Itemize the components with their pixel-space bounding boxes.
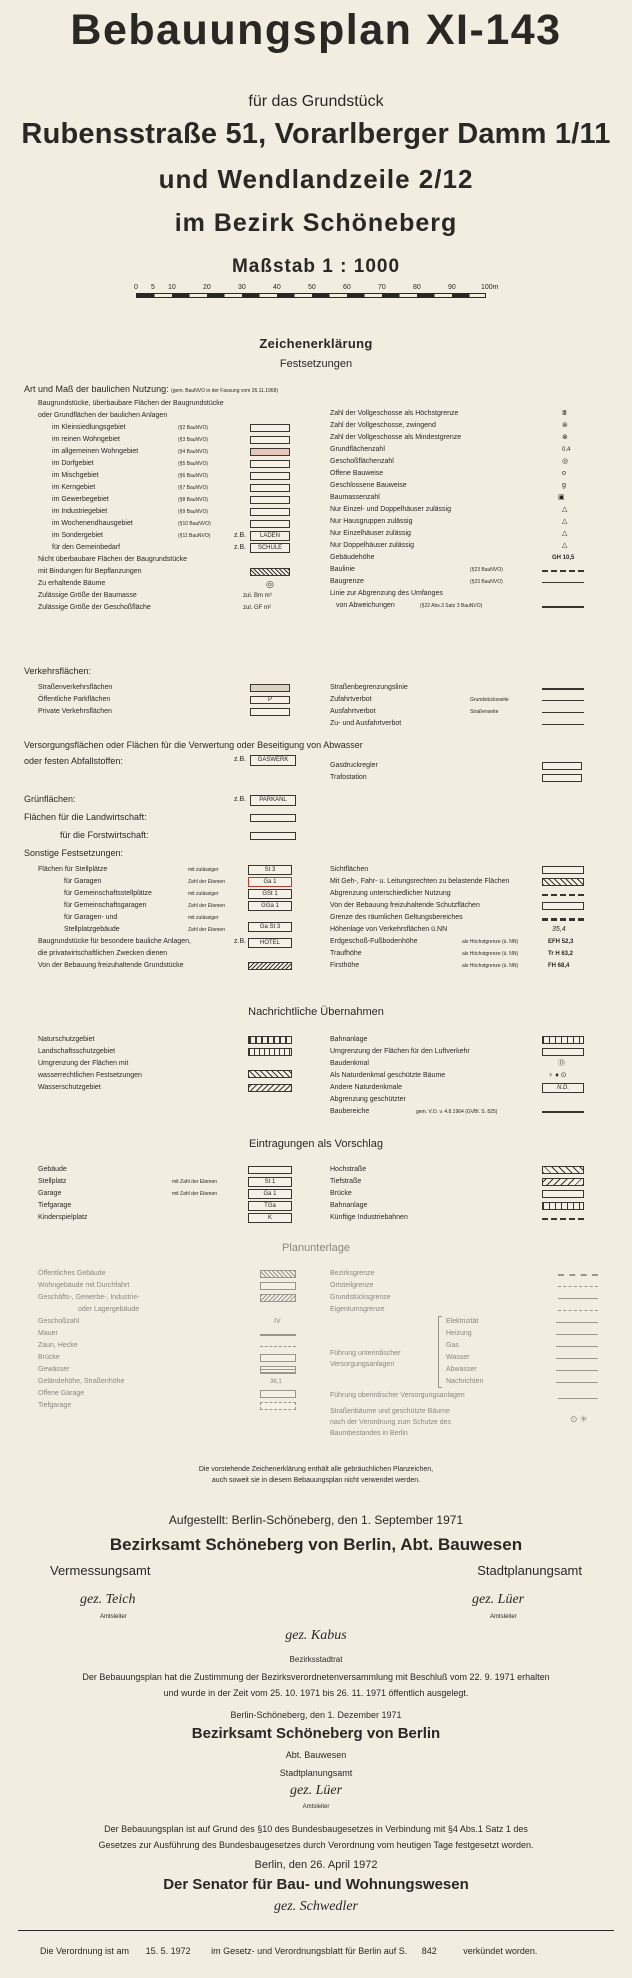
legend-row: im allgemeinen Wohngebiet (§4 BauNVO)	[38, 446, 298, 458]
legend-row: Bahnanlage	[330, 1200, 610, 1212]
address-line-1: Rubensstraße 51, Vorarlberger Damm 1/11	[21, 118, 611, 150]
legend-row: Geschäfts-, Gewerbe-, Industrie-	[38, 1292, 298, 1304]
festsetzung-line-1: Der Bebauungsplan ist auf Grund des §10 des Bundesbaugesetzes in Verbindung mit §4 Abs.1 Satz 1 des	[104, 1824, 528, 1834]
legend-row: im Kleinsiedlungsgebiet (§2 BauNVO)	[38, 422, 298, 434]
forst-title: für die Forstwirtschaft:	[60, 830, 149, 840]
bezirksstadtrat-label: Bezirksstadtrat	[289, 1655, 343, 1664]
footer-datum: 15. 5. 1972	[145, 1946, 191, 1956]
stadtplanungsamt-label-2: Stadtplanungsamt	[279, 1768, 353, 1778]
legend-row: Baugrundstücke, überbaubare Flächen der Baugrundstücke	[38, 400, 224, 407]
scale-tick: 90	[448, 284, 456, 291]
legend-row: Höhenlage von Verkehrsflächen ü.NN 35,4	[330, 926, 566, 933]
legend-row: Als Naturdenkmal geschützte Bäume ♀ ♦ ⊙	[330, 1072, 567, 1079]
verkehr-right	[330, 682, 610, 730]
nachricht-heading: Nachrichtliche Übernahmen	[248, 1006, 384, 1018]
gaswerk-symbol: GASWERK	[250, 755, 296, 766]
forst-symbol	[250, 832, 296, 840]
legend-row: im Kerngebiet (§7 BauNVO)	[38, 482, 298, 494]
legend-row: Baulinie (§23 BauNVO)	[330, 564, 610, 576]
sonstige-title: Sonstige Festsetzungen:	[24, 848, 124, 858]
art-mass-title: Art und Maß der baulichen Nutzung: (gem. BauNVO in der Fassung vom 26.11.1968)	[24, 384, 279, 394]
address-line-2: und Wendlandzeile 2/12	[158, 164, 474, 194]
legend-row: Stellplatzgebäude Zahl der Ebenen Ga St 3	[38, 924, 298, 936]
legend-row: Zu erhaltende Bäume ◎	[38, 579, 274, 589]
legend-row: Wasserschutzgebiet	[38, 1082, 298, 1094]
legend-row: für Gemeinschaftsstellplätze mit zulässiger GSt 1	[38, 888, 298, 900]
legend-row: für Gemeinschaftsgaragen Zahl der Ebenen GGa 1	[38, 900, 298, 912]
legend-row: Private Verkehrsflächen	[38, 706, 298, 718]
legend-row: für Garagen Zahl der Ebenen Ga 1	[38, 876, 298, 888]
sonstige-left	[38, 864, 298, 972]
legend-row: Offene Garage	[38, 1388, 298, 1400]
legend-row: Geländehöhe, Straßenhöhe 36,1	[38, 1378, 282, 1385]
legend-row: Hochstraße	[330, 1164, 610, 1176]
legend-row: Zulässige Größe der Geschoßfläche zul. GF m²	[38, 604, 271, 611]
legend-row: Öffentliches Gebäude	[38, 1268, 298, 1280]
signature-lueer-2: gez. Lüer	[289, 1783, 343, 1798]
signature-kabus: gez. Kabus	[285, 1628, 347, 1643]
legend-row: Erdgeschoß-Fußbodenhöhe als Höchstgrenze (ü. NN) EFH 52,3	[330, 938, 574, 945]
legend-row: Nur Hausgruppen zulässig △	[330, 518, 568, 525]
zb-label: z.B.	[234, 756, 247, 763]
legend-row: Zahl der Vollgeschosse als Mindestgrenze ⊗	[330, 434, 568, 441]
legend-row: Abgrenzung geschützter	[330, 1096, 406, 1103]
legend-row: Abgrenzung unterschiedlicher Nutzung	[330, 888, 610, 900]
legend-row: Zahl der Vollgeschosse als Höchstgrenze Ⅲ	[330, 410, 567, 417]
legend-row: Bahnanlage	[330, 1034, 610, 1046]
legend-row: Kinderspielplatz K	[38, 1212, 298, 1224]
legend-row: die privatwirtschaftlichen Zwecken dienen	[38, 950, 168, 957]
legend-row: Gas	[446, 1340, 616, 1352]
legend-row: Offene Bauweise o	[330, 470, 566, 477]
legend-row: Straßenbegrenzungslinie	[330, 682, 610, 694]
versorgung-title: Versorgungsflächen oder Flächen für die Verwertung oder Beseitigung von Abwasser	[24, 740, 363, 750]
legend-row: Andere Naturdenkmale N.D.	[330, 1082, 610, 1094]
scale-label: Maßstab 1 : 1000	[231, 256, 401, 277]
scale-tick: 10	[168, 284, 176, 291]
legend-row: Baudenkmal Ⓓ	[330, 1060, 565, 1067]
legend-row: Ortsteilgrenze	[330, 1280, 610, 1292]
footer-verkuendung	[40, 1946, 600, 1956]
legend-row: Grenze des räumlichen Geltungsbereiches	[330, 912, 610, 924]
legend-row: für Garagen- und mit zulässiger	[64, 914, 219, 921]
vorschlag-right	[330, 1164, 610, 1224]
legend-row: Baubereiche gem. V.O. v. 4.8.1964 (GVBl. S. 825)	[330, 1106, 610, 1118]
vorschlag-left	[38, 1164, 298, 1224]
legend-row: Sichtflächen	[330, 864, 610, 876]
legend-row: Zufahrtverbot Grundstücksseite	[330, 694, 610, 706]
versorgung-right	[330, 760, 610, 784]
legend-row: Gewässer	[38, 1364, 298, 1376]
bezirksamt-line-2: Bezirksamt Schöneberg von Berlin	[191, 1725, 441, 1742]
legend-row: Mit Geh-, Fahr- u. Leitungsrechten zu belastende Flächen	[330, 876, 610, 888]
planunterlage-right	[330, 1268, 610, 1316]
legend-row: Naturschutzgebiet	[38, 1034, 298, 1046]
vorschlag-heading: Eintragungen als Vorschlag	[249, 1138, 383, 1150]
oberirdisch-row: Führung oberirdischer Versorgungsanlagen	[330, 1392, 620, 1399]
legend-row: Brücke	[330, 1188, 610, 1200]
legend-row: Flächen für Stellplätze mit zulässiger St 3	[38, 864, 298, 876]
legend-row: Von der Bebauung freizuhaltende Schutzflächen	[330, 900, 610, 912]
legend-row: Von der Bebauung freizuhaltende Grundstücke	[38, 960, 298, 972]
signature-teich: gez. Teich	[80, 1592, 136, 1607]
legend-row: von Abweichungen (§22 Abs.3 Satz 3 BauNVO)	[330, 600, 610, 612]
legend-row: Umgrenzung der Flächen für den Luftverkehr	[330, 1046, 610, 1058]
aufgestellt-line: Aufgestellt: Berlin-Schöneberg, den 1. September 1971	[168, 1513, 464, 1527]
legend-row: Gasdruckregler	[330, 760, 610, 772]
legend-row: Baumassenzahl ▣	[330, 494, 565, 501]
scale-tick: 30	[238, 284, 246, 291]
planunterlage-left	[38, 1268, 298, 1412]
legend-row: Nur Einzel- und Doppelhäuser zulässig △	[330, 506, 568, 513]
legend-row: Traufhöhe als Höchstgrenze (ü. NN) Tr H 63,2	[330, 950, 574, 957]
verkehr-left	[38, 682, 298, 718]
legend-row: Baugrenze (§23 BauNVO)	[330, 576, 610, 588]
signature-lueer: gez. Lüer	[472, 1592, 525, 1607]
legend-left-column	[38, 398, 298, 614]
zustimmung-line-2: und wurde in der Zeit vom 25. 10. 1971 bis 26. 11. 1971 öffentlich ausgelegt.	[163, 1688, 469, 1698]
legend-row: im reinen Wohngebiet (§3 BauNVO)	[38, 434, 298, 446]
planunterlage-heading: Planunterlage	[282, 1242, 350, 1254]
legend-row: Gebäudehöhe GH 10,5	[330, 554, 575, 561]
footer-text-b: im Gesetz- und Verordnungsblatt für Berlin auf S.	[211, 1946, 408, 1956]
datum-dezember: Berlin-Schöneberg, den 1. Dezember 1971	[230, 1710, 402, 1720]
scale-bar	[134, 284, 499, 302]
legend-row: Landschaftsschutzgebiet	[38, 1046, 298, 1058]
legend-row: Künftige Industriebahnen	[330, 1212, 610, 1224]
legend-row: Nur Einzelhäuser zulässig △	[330, 530, 568, 537]
legend-row: Eigentumsgrenze	[330, 1304, 610, 1316]
amtsleiter-left: Amtsleiter	[100, 1614, 127, 1620]
legend-row: im Gewerbegebiet (§8 BauNVO)	[38, 494, 298, 506]
legend-row: Umgrenzung der Flächen mit	[38, 1060, 129, 1067]
nachricht-left	[38, 1034, 298, 1094]
scale-tick: 70	[378, 284, 386, 291]
festsetzung-line-2: Gesetzes zur Ausführung des Bundesbaugesetzes durch Verordnung vom heutigen Tage festgesetzt worden.	[98, 1840, 534, 1850]
legend-row: Gebäude	[38, 1164, 298, 1176]
legend-row: oder Lagergebäude	[78, 1306, 140, 1313]
legend-row: Geschlossene Bauweise g	[330, 482, 566, 489]
legend-note: Die vorstehende Zeichenerklärung enthält alle gebräuchlichen Planzeichen, auch soweit sie in diesem Bebauungsplan nicht verwendet werden.	[198, 1466, 434, 1484]
parkanl-symbol: PARKANL	[250, 795, 296, 806]
zustimmung-line-1: Der Bebauungsplan hat die Zustimmung der Bezirksverordnetenversammlung mit Beschluß vom 22. 9. 1971 erhalten	[82, 1672, 550, 1682]
scale-tick: 80	[413, 284, 421, 291]
legend-row: Wasser	[446, 1352, 616, 1364]
plan-title: Bebauungsplan XI-143	[70, 6, 562, 54]
district-line: im Bezirk Schöneberg	[174, 209, 458, 237]
vermessungsamt-label: Vermessungsamt	[50, 1563, 151, 1578]
landwirt-symbol	[250, 814, 296, 822]
legend-heading: Zeichenerklärung	[259, 336, 373, 351]
signature-schwedler: gez. Schwedler	[274, 1899, 358, 1914]
scale-tick: 50	[308, 284, 316, 291]
nachricht-right	[330, 1034, 610, 1118]
leitungen-label: Führung unterirdischer Versorgungsanlagen	[330, 1350, 401, 1368]
legend-row: Nicht überbaubare Flächen der Baugrundstücke	[38, 556, 188, 563]
footer-seite: 842	[421, 1946, 437, 1956]
legend-row: Zulässige Größe der Baumasse zul. Bm m³	[38, 592, 272, 599]
footer-text-a: Die Verordnung ist am	[40, 1946, 130, 1956]
versorgung-title-2: oder festen Abfallstoffen:	[24, 756, 123, 766]
legend-row: Abwasser	[446, 1364, 616, 1376]
legend-row: im Mischgebiet (§6 BauNVO)	[38, 470, 298, 482]
legend-subheading: Festsetzungen	[279, 358, 353, 370]
legend-row: Wohngebäude mit Durchfahrt	[38, 1280, 298, 1292]
legend-row: Elektrizität	[446, 1316, 616, 1328]
legend-row: Nur Doppelhäuser zulässig △	[330, 542, 568, 549]
scale-tick: 40	[273, 284, 281, 291]
legend-row: Öffentliche Parkflächen P	[38, 694, 298, 706]
scale-tick: 60	[343, 284, 351, 291]
legend-row: Straßenverkehrsflächen	[38, 682, 298, 694]
legend-row: Tiefgarage	[38, 1400, 298, 1412]
senator-line: Der Senator für Bau- und Wohnungswesen	[163, 1876, 469, 1893]
scale-tick: 5	[151, 284, 155, 291]
legend-row: Bezirksgrenze	[330, 1268, 610, 1280]
bezirksamt-line: Bezirksamt Schöneberg von Berlin, Abt. Bauwesen	[109, 1535, 523, 1554]
legend-row: Heizung	[446, 1328, 616, 1340]
legend-row: Trafostation	[330, 772, 610, 784]
legend-row: im Industriegebiet (§9 BauNVO)	[38, 506, 298, 518]
legend-row: Nachrichten	[446, 1376, 616, 1388]
scale-tick: 0	[134, 284, 138, 291]
footer-text-c: verkündet worden.	[463, 1946, 538, 1956]
scale-tick: 100m	[481, 284, 499, 291]
subtitle-grundstueck: für das Grundstück	[248, 93, 384, 110]
leitungen-list	[446, 1316, 616, 1388]
legend-row: Tiefgarage TGa	[38, 1200, 298, 1212]
legend-row: Mauer	[38, 1328, 298, 1340]
legend-row: Geschoßflächenzahl ◎	[330, 458, 569, 465]
amtsleiter-center: Amtsleiter	[302, 1804, 330, 1810]
legend-row: mit Bindungen für Bepflanzungen	[38, 566, 298, 578]
amtsleiter-right: Amtsleiter	[490, 1614, 517, 1620]
gruen-title: Grünflächen:	[24, 794, 76, 804]
legend-row: Geschoßzahl IV	[38, 1318, 281, 1325]
stadtplanungsamt-label: Stadtplanungsamt	[477, 1563, 582, 1578]
legend-row: Zu- und Ausfahrtverbot	[330, 718, 610, 730]
legend-row: oder Grundflächen der baulichen Anlagen	[38, 412, 168, 419]
legend-row: im Dorfgebiet (§5 BauNVO)	[38, 458, 298, 470]
legend-row: Firsthöhe als Höchstgrenze (ü. NN) FH 68,4	[330, 962, 570, 969]
legend-row: Zahl der Vollgeschosse, zwingend ⊛	[330, 422, 568, 429]
abt-bauwesen: Abt. Bauwesen	[285, 1750, 347, 1760]
legend-row: Stellplatz mit Zahl der Ebenen St 1	[38, 1176, 298, 1188]
legend-row: Tiefstraße	[330, 1176, 610, 1188]
legend-row: Ausfahrtverbot Straßenseite	[330, 706, 610, 718]
zb-label: z.B.	[234, 796, 247, 803]
legend-row: im Wochenendhausgebiet (§10 BauNVO)	[38, 518, 298, 530]
legend-row: Garage mit Zahl der Ebenen Ga 1	[38, 1188, 298, 1200]
legend-row: Grundflächenzahl 0,4	[330, 446, 571, 453]
scale-tick: 20	[203, 284, 211, 291]
legend-row: Brücke	[38, 1352, 298, 1364]
verkehr-title: Verkehrsflächen:	[24, 666, 92, 676]
footer-divider	[18, 1930, 614, 1931]
datum-april: Berlin, den 26. April 1972	[254, 1859, 378, 1871]
legend-row: Zaun, Hecke	[38, 1340, 298, 1352]
sonstige-right	[330, 864, 610, 972]
landwirt-title: Flächen für die Landwirtschaft:	[24, 812, 147, 822]
baeume-rows: Straßenbäume und geschützte Bäume nach der Verordnung zum Schutze des Baumbestandes in Berlin ⊙ ✳	[330, 1408, 588, 1437]
legend-right-column	[330, 408, 610, 612]
legend-row: Grundstücksgrenze	[330, 1292, 610, 1304]
legend-row: wasserrechtlichen Festsetzungen	[38, 1070, 298, 1082]
legend-row: Linie zur Abgrenzung des Umfanges	[330, 590, 443, 597]
legend-row: Baugrundstücke für besondere bauliche Anlagen, z.B. HOTEL	[38, 936, 298, 948]
legend-row: im Sondergebiet (§11 BauNVO) z.B. LADEN	[38, 530, 298, 542]
leitungen-bracket	[438, 1316, 442, 1388]
legend-row: für den Gemeinbedarf z.B. SCHULE	[38, 542, 298, 554]
